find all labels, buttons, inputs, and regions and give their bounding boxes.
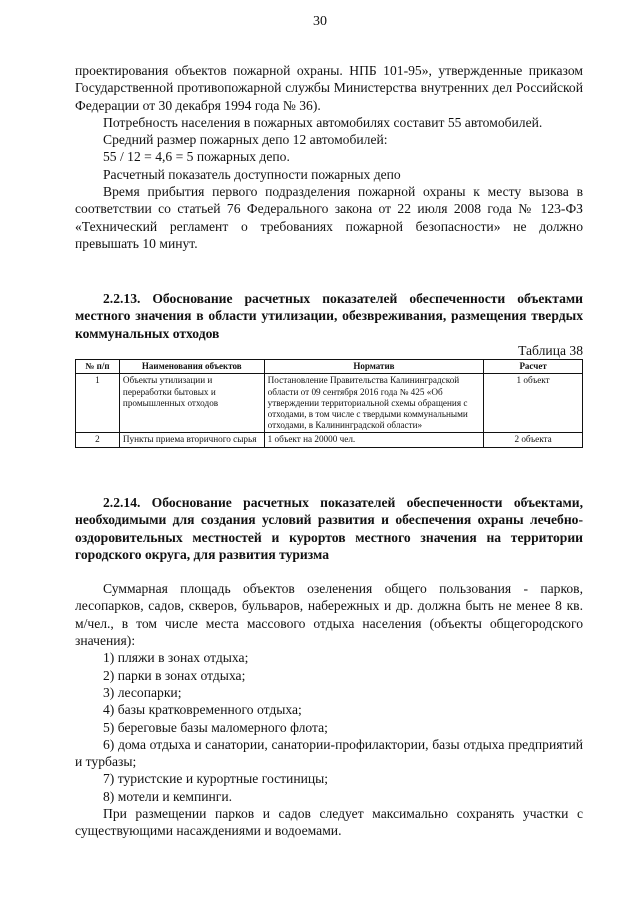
header-calculation: Расчет	[484, 360, 583, 374]
section-2-2-14	[75, 494, 583, 840]
cell-object-name: Объекты утилизации и переработки бытовых и промышленных отходов	[119, 374, 264, 433]
list-item: 6) дома отдыха и санатории, санатории-профилактории, базы отдыха предприятий и турбазы;	[75, 736, 583, 770]
list-item: 4) базы кратковременного отдыха;	[103, 702, 302, 718]
header-number: № п/п	[76, 360, 120, 374]
list-item: 5) береговые базы маломерного флота;	[103, 719, 328, 735]
table-row	[76, 374, 583, 433]
cell-calculation: 1 объект	[484, 374, 583, 433]
cell-norm: Постановление Правительства Калининградской области от 09 сентября 2016 года № 425 «Об утверждении территориальной схемы обращения с отходами, в том числе с твердыми коммунальными отходами, в Калининградской области»	[264, 374, 484, 433]
header-norm: Норматив	[264, 360, 484, 374]
fire-section-text	[75, 62, 583, 252]
paragraph-npb: проектирования объектов пожарной охраны. НПБ 101-95», утвержденные приказом Государственной противопожарной службы Министерства внутренних дел Российской Федерации от 30 декабря 1994 года № 36).	[75, 63, 583, 113]
list-item: 8) мотели и кемпинги.	[103, 788, 233, 804]
list-item: 3) лесопарки;	[103, 684, 182, 700]
cell-object-name: Пункты приема вторичного сырья	[119, 433, 264, 447]
cell-calculation: 2 объекта	[484, 433, 583, 447]
paragraph-accessibility: Расчетный показатель доступности пожарных депо	[103, 166, 401, 182]
cell-number: 2	[76, 433, 120, 447]
table-row	[76, 433, 583, 447]
section-heading-2-2-14: 2.2.14. Обоснование расчетных показателей обеспеченности объектами, необходимыми для создания условий развития и обеспечения охраны лечебно-оздоровительных местностей и курортов местного значения на территории городского округа, для развития туризма	[75, 495, 583, 562]
paragraph-fire-trucks: Потребность населения в пожарных автомобилях составит 55 автомобилей.	[103, 114, 543, 130]
paragraph-parks-placement: При размещении парков и садов следует максимально сохранять участки с существующими насаждениями и водоемами.	[75, 806, 583, 839]
recreation-objects-list	[75, 649, 583, 805]
section-heading-2-2-13: 2.2.13. Обоснование расчетных показателей обеспеченности объектами местного значения в области утилизации, обезвреживания, размещения твердых коммунальных отходов	[75, 291, 583, 341]
paragraph-depot-calc: 55 / 12 = 4,6 = 5 пожарных депо.	[103, 149, 290, 165]
table-caption: Таблица 38	[518, 342, 583, 358]
header-object-name: Наименования объектов	[119, 360, 264, 374]
paragraph-arrival-time: Время прибытия первого подразделения пожарной охраны к месту вызова в соответствии со статьей 76 Федерального закона от 22 июля 2008 года № 123-ФЗ «Технический регламент о требованиях пожарной безопасности» не должно превышать 10 минут.	[75, 184, 583, 251]
table-38	[75, 359, 583, 447]
list-item: 2) парки в зонах отдыха;	[103, 667, 246, 683]
list-item: 7) туристские и курортные гостиницы;	[103, 771, 329, 787]
cell-norm: 1 объект на 20000 чел.	[264, 433, 484, 447]
section-2-2-13	[75, 290, 583, 448]
list-item: 1) пляжи в зонах отдыха;	[103, 650, 249, 666]
cell-number: 1	[76, 374, 120, 433]
page-number: 30	[313, 14, 327, 29]
paragraph-green-areas: Суммарная площадь объектов озеленения общего пользования - парков, лесопарков, садов, скверов, бульваров, набережных и др. должна быть не менее 8 кв. м/чел., в том числе места массового отдыха населения (объекты общегородского значения):	[75, 581, 583, 649]
table-header-row	[76, 360, 583, 374]
paragraph-depot-size: Средний размер пожарных депо 12 автомобилей:	[103, 132, 388, 148]
